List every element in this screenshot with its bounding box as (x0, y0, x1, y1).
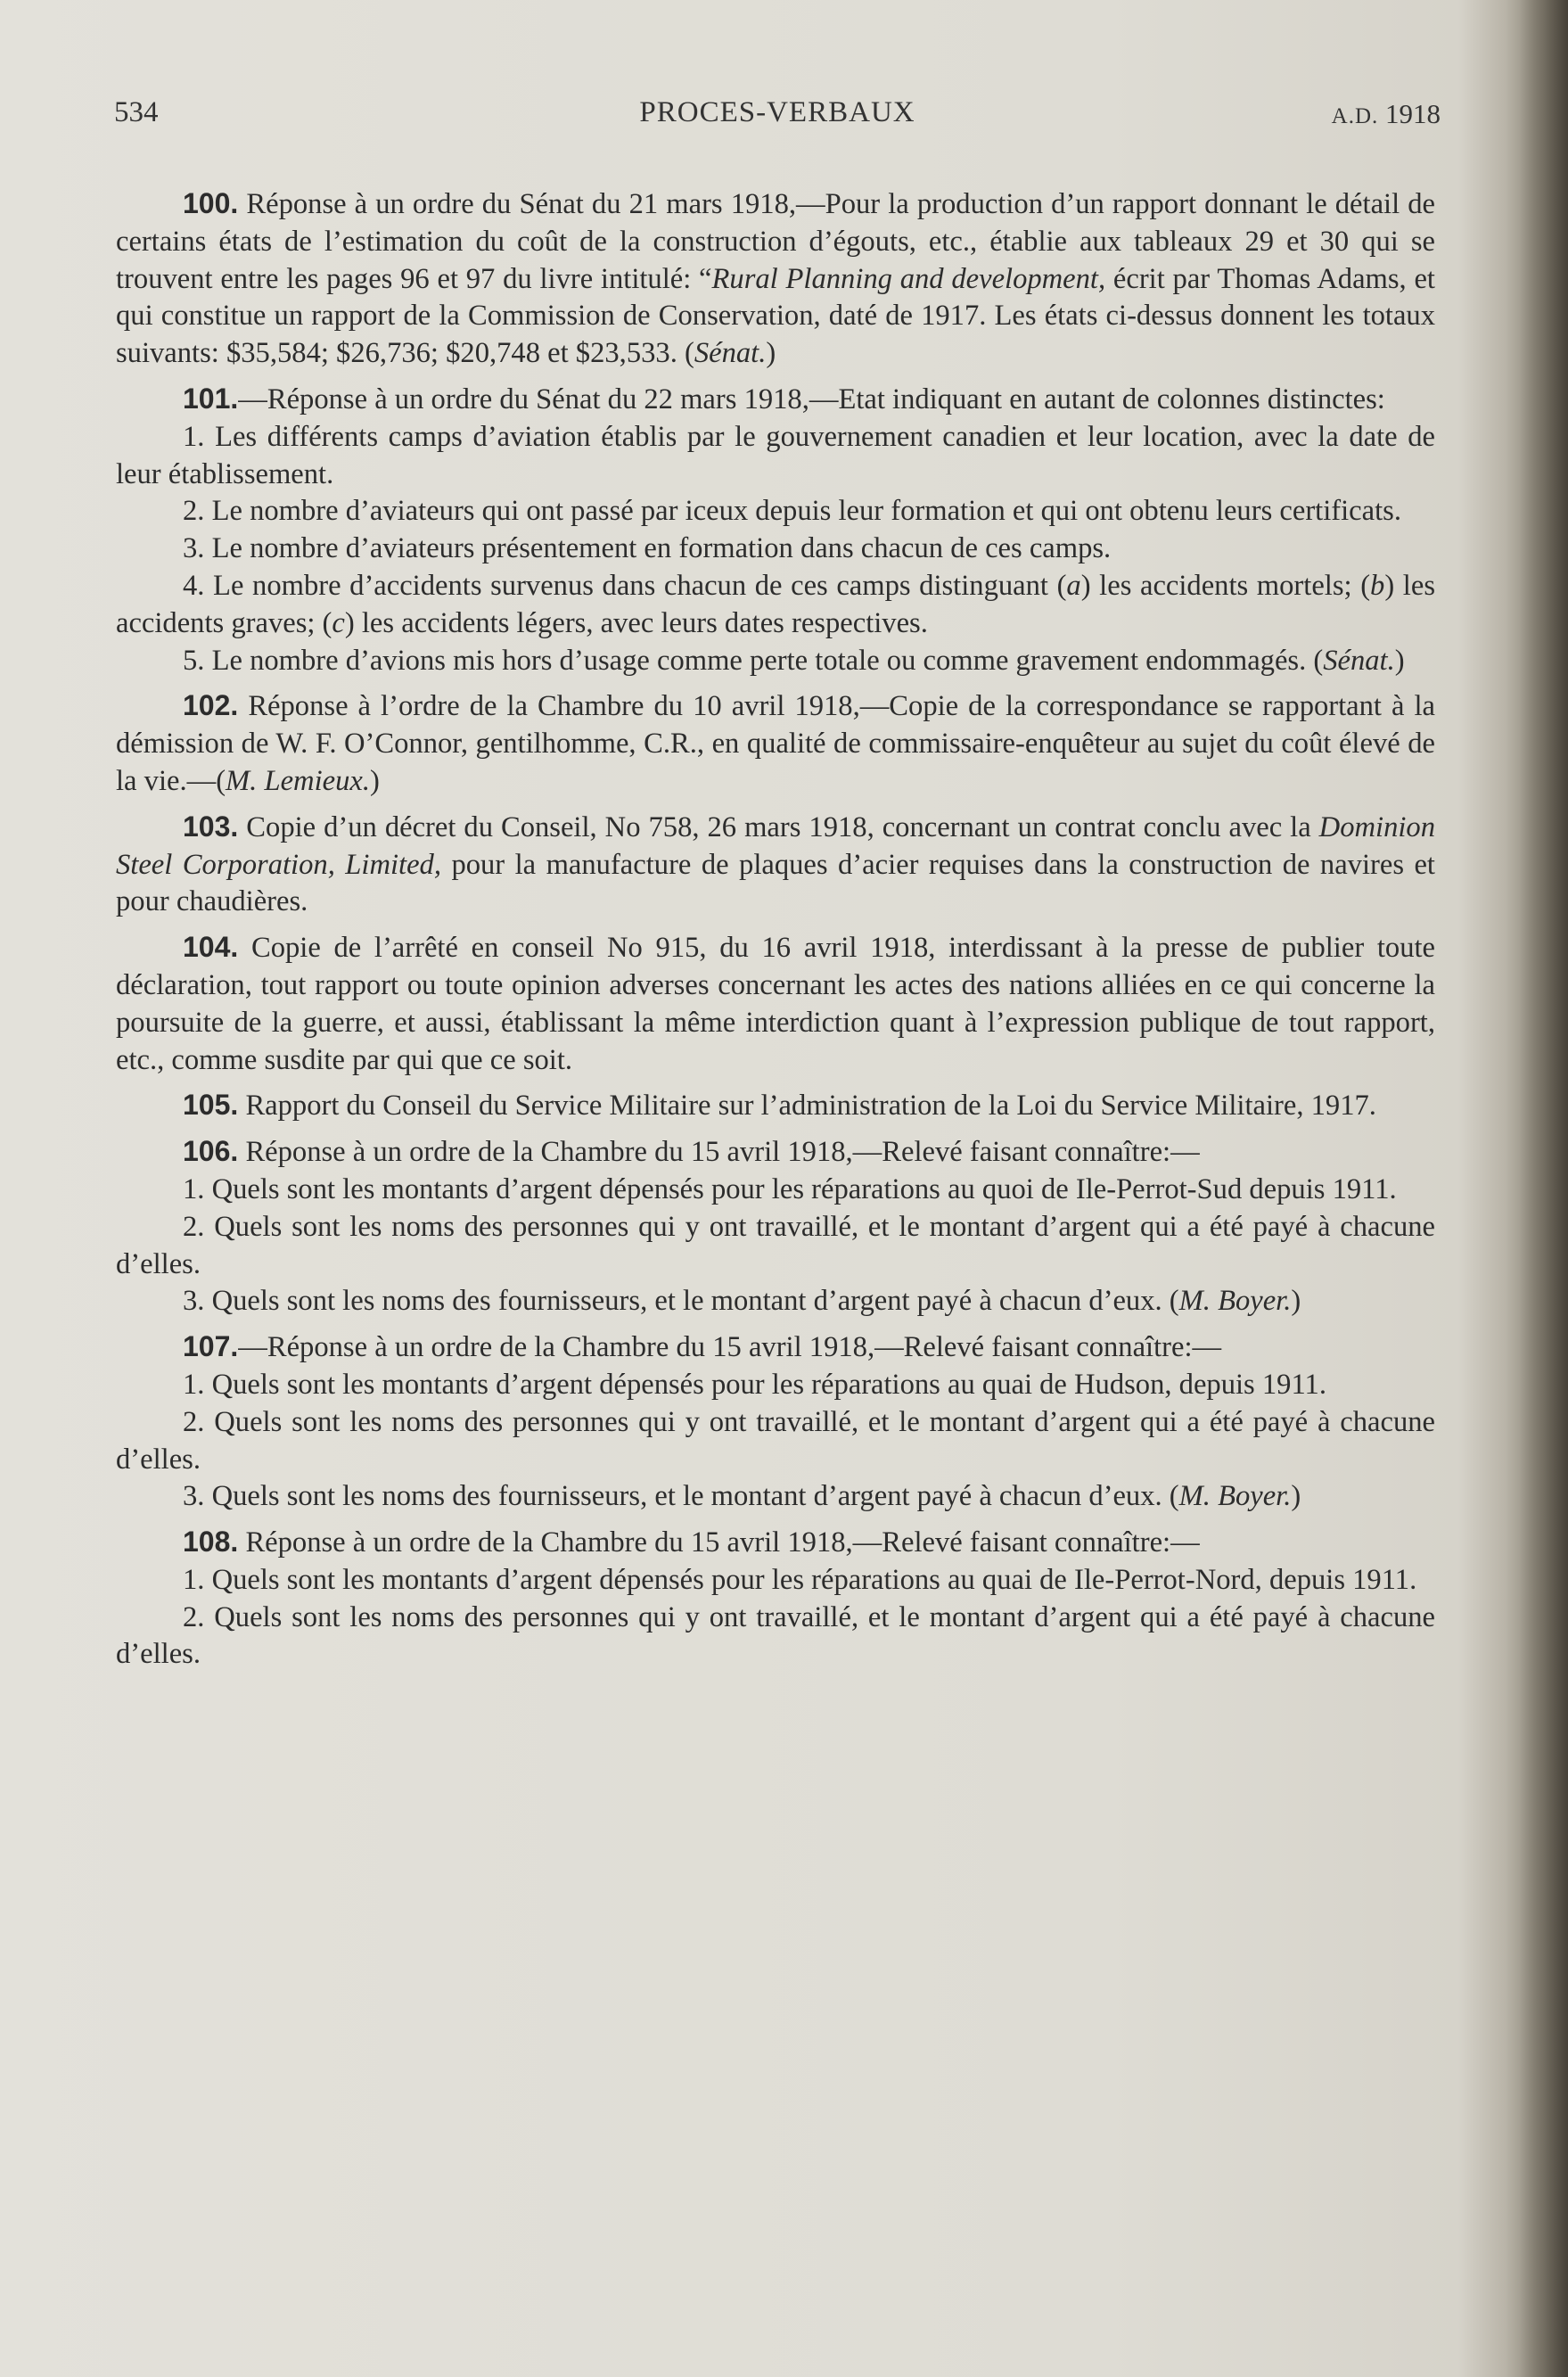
entry-105 (116, 1087, 1435, 1125)
entry-text: Réponse à un ordre du Sénat du 21 mars 1918,—Pour la production d’un rapport donnant le détail de certains états de l’estimation du coût de la construction d’égouts, etc., établie aux tableaux 29 et 30 qui se trouvent entre les pages 96 et 97 du livre intitulé: “ (116, 188, 1435, 295)
entry-text: Copie de l’arrêté en conseil No 915, du 16 avril 1918, interdissant à la presse de publier toute déclaration, tout rapport ou toute opinion adverses concernant les actes des nations alliées en ce qui concerne la poursuite de la guerre, et aussi, établissant la même interdiction quant à l’expression publique de tout rapport, etc., comme susdite par qui que ce soit. (116, 932, 1435, 1076)
page-number: 534 (114, 96, 159, 128)
entry-item: 3. Quels sont les noms des fournisseurs, et le montant d’argent payé à chacun d’eux. (M. Boyer.) (183, 1480, 1301, 1513)
entry-item: 2. Quels sont les noms des personnes qui y ont travaillé, et le montant d’argent qui a été payé à chacune d’elles. (116, 1405, 1435, 1476)
entry-paragraph (116, 1328, 1435, 1367)
entry-text: Réponse à un ordre de la Chambre du 15 avril 1918,—Relevé faisant connaître:— (245, 1136, 1200, 1169)
entry-paragraph (116, 809, 1435, 921)
entry-number: 102. (183, 689, 239, 722)
document-body (116, 185, 1435, 1682)
entry-text: Rapport du Conseil du Service Militaire sur l’administration de la Loi du Service Militaire, 1917. (245, 1090, 1376, 1123)
entry-paragraph (116, 1087, 1435, 1125)
entry-number: 107. (183, 1330, 239, 1363)
entry-104 (116, 929, 1435, 1079)
entry-item: 5. Le nombre d’avions mis hors d’usage comme perte totale ou comme gravement endommagés. (Sénat.) (183, 644, 1405, 677)
entry-number: 101. (183, 382, 239, 415)
entry-title-italic: Rural Planning and development, (711, 262, 1106, 295)
year-value: 1918 (1385, 98, 1441, 129)
entry-source: M. Boyer. (1178, 1480, 1292, 1513)
entry-text: Réponse à l’ordre de la Chambre du 10 avril 1918,—Copie de la correspondance se rapportant à la démission de W. F. O’Connor, gentilhomme, C.R., en qualité de commissaire-enquêteur au sujet du coût élevé de la vie.— (116, 690, 1436, 797)
entry-paragraph (116, 381, 1435, 419)
entry-number: 103. (183, 810, 239, 843)
entry-title-italic: Dominion Steel Corporation, Limited, (116, 810, 1435, 881)
entry-108 (116, 1524, 1435, 1674)
item-text: ) les accidents légers, avec leurs dates respectives. (344, 606, 928, 639)
header-year (1332, 98, 1441, 130)
entry-paragraph (116, 929, 1435, 1079)
entry-item: 3. Le nombre d’aviateurs présentement en formation dans chacun de ces camps. (183, 532, 1112, 565)
entry-source: M. Lemieux. (226, 764, 370, 797)
entry-paragraph: 100. Réponse à un ordre du Sénat du 21 mars 1918,—Pour la production d’un rapport donnant le détail de certains états de l’estimation du coût de la construction d’égouts, etc., établie aux tableaux 29 et 30 qui se trouvent entre les pages 96 et 97 du livre intitulé: “Rural Planning and development, écrit par Thomas Adams, et qui constitue un rapport de la Commission de Conservation, daté de 1917. Les états ci-dessus donnent les totaux suivants: $35,584; $26,736; $20,748 et $23,533. (Sénat.) (116, 187, 1435, 370)
running-title: PROCES-VERBAUX (639, 96, 915, 128)
entry-number: 108. (183, 1526, 239, 1559)
item-text: 5. Le nombre d’avions mis hors d’usage comme perte totale ou comme gravement endommagés. (183, 644, 1307, 677)
item-text: 4. Le nombre d’accidents survenus dans chacun de ces camps distinguant ( (183, 569, 1067, 602)
entry-number: 106. (183, 1135, 239, 1168)
entry-text: pour la manufacture de plaques d’acier requises dans la construction de navires et pour chaudières. (116, 848, 1435, 918)
entry-100 (116, 185, 1435, 373)
entry-number: 104. (183, 931, 239, 964)
entry-paragraph: 102. Réponse à l’ordre de la Chambre du 10 avril 1918,—Copie de la correspondance se rapportant à la démission de W. F. O’Connor, gentilhomme, C.R., en qualité de commissaire-enquêteur au sujet du coût élevé de la vie.—(M. Lemieux.) (116, 689, 1436, 797)
entry-text: écrit par Thomas Adams, et qui constitue un rapport de la Commission de Conservation, daté de 1917. Les états ci-dessus donnent les totaux suivants: $35,584; $26,736; $20,748 et $23,533. (116, 262, 1435, 370)
entry-source: Sénat. (1323, 644, 1395, 677)
entry-text: —Réponse à un ordre de la Chambre du 15 avril 1918,—Relevé faisant connaître:— (238, 1331, 1222, 1364)
entry-item: 1. Quels sont les montants d’argent dépensés pour les réparations au quai de Hudson, depuis 1911. (183, 1368, 1326, 1401)
entry-107 (116, 1328, 1435, 1516)
page-edge-shadow (1519, 0, 1568, 2377)
item-text: 3. Quels sont les noms des fournisseurs, et le montant d’argent payé à chacun d’eux. (183, 1285, 1162, 1318)
entry-paragraph (116, 1524, 1435, 1562)
entry-item: 2. Le nombre d’aviateurs qui ont passé par iceux depuis leur formation et qui ont obtenu leurs certificats. (183, 495, 1401, 528)
entry-paragraph (116, 1133, 1435, 1172)
year-prefix: A.D. (1331, 104, 1379, 128)
entry-item: 3. Quels sont les noms des fournisseurs, et le montant d’argent payé à chacun d’eux. (M. Boyer.) (183, 1285, 1301, 1318)
entry-102 (116, 687, 1435, 800)
item-letter: b (1370, 569, 1385, 602)
item-text: 3. Quels sont les noms des fournisseurs, et le montant d’argent payé à chacun d’eux. (183, 1480, 1162, 1513)
entry-item: 1. Les différents camps d’aviation établis par le gouvernement canadien et leur location, avec la date de leur établissement. (116, 420, 1435, 490)
item-letter: a (1066, 569, 1081, 602)
entry-item: 2. Quels sont les noms des personnes qui y ont travaillé, et le montant d’argent qui a été payé à chacune d’elles. (116, 1600, 1435, 1671)
entry-item: 1. Quels sont les montants d’argent dépensés pour les réparations au quoi de Ile-Perrot-Sud depuis 1911. (183, 1172, 1397, 1205)
item-letter: c (332, 606, 345, 639)
entry-106 (116, 1133, 1435, 1320)
entry-text: Réponse à un ordre de la Chambre du 15 avril 1918,—Relevé faisant connaître:— (245, 1526, 1200, 1559)
entry-number: 105. (183, 1089, 239, 1122)
entry-source: M. Boyer. (1178, 1285, 1292, 1318)
item-text: ) les accidents mortels; ( (1080, 569, 1371, 602)
entry-101 (116, 381, 1435, 679)
item-text: ) les accidents graves; ( (116, 569, 1435, 639)
entry-item: 2. Quels sont les noms des personnes qui y ont travaillé, et le montant d’argent qui a été payé à chacune d’elles. (116, 1210, 1435, 1280)
entry-number: 100. (183, 187, 239, 219)
entry-source: Sénat. (694, 337, 767, 370)
entry-item: 1. Quels sont les montants d’argent dépensés pour les réparations au quai de Ile-Perrot-Nord, depuis 1911. (183, 1563, 1417, 1596)
entry-text: Copie d’un décret du Conseil, No 758, 26 mars 1918, concernant un contrat conclu avec la (246, 810, 1319, 843)
entry-item (116, 568, 1435, 643)
entry-103 (116, 809, 1435, 921)
page-header (114, 89, 1441, 143)
entry-text: —Réponse à un ordre du Sénat du 22 mars 1918,—Etat indiquant en autant de colonnes distinctes: (238, 382, 1385, 415)
